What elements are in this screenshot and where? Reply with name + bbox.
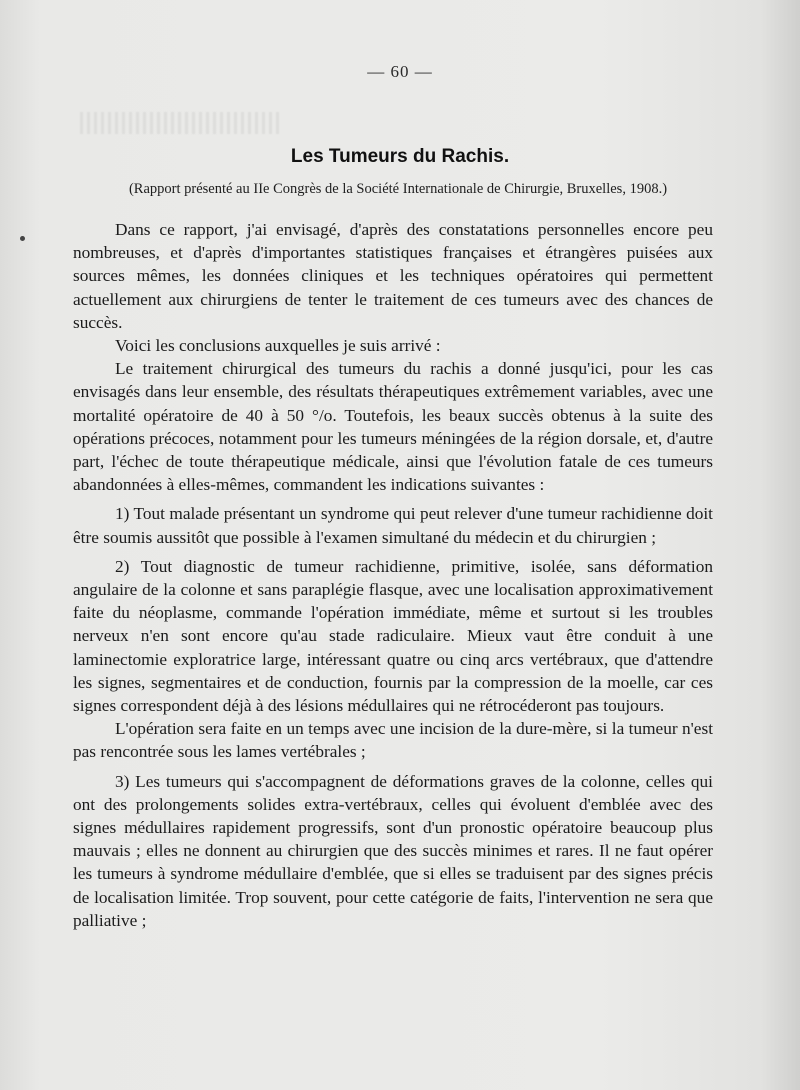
paragraph-point-2: 2) Tout diagnostic de tumeur rachidienne, primitive, isolée, sans déformation angulaire de la colonne et sans paraplégie flasque, avec une localisation approximativement faite du néoplasme, commande l'opération immédiate, même et surtout si les troubles nerveux n'en sont encore qu'au stade radiculaire. Mieux vaut être conduit à une laminectomie exploratrice large, intéressant quatre ou cinq arcs vertébraux, que d'attendre les signes, segmentaires et de conduction, fournis par la compression de la moelle, car ces signes correspondent déjà à des lésions médullaires qui ne rétrocéderont pas toujours. <box>73 556 713 716</box>
body-text <box>73 218 713 932</box>
print-smudge <box>80 112 280 134</box>
margin-mark <box>20 236 25 241</box>
paragraph-intro: Dans ce rapport, j'ai envisagé, d'après des constatations personnelles encore peu nombreuses, et d'après d'importantes statistiques françaises et étrangères puisées aux sources mêmes, les données cliniques et les techniques opératoires qui permettent actuellement aux chirurgiens de tenter le traitement de ces tumeurs avec des chances de succès. <box>73 220 713 332</box>
document-subtitle: (Rapport présenté au IIe Congrès de la Société Internationale de Chirurgie, Bruxelles, 1908.) <box>128 181 668 197</box>
document-title: Les Tumeurs du Rachis. <box>290 146 510 167</box>
paragraph-point-1: 1) Tout malade présentant un syndrome qui peut relever d'une tumeur rachidienne doit être soumis aussitôt que possible à l'examen simultané du médecin et du chirurgien ; <box>73 504 713 547</box>
paragraph-operation: L'opération sera faite en un temps avec une incision de la dure-mère, si la tumeur n'est pas rencontrée sous les lames vertébrales ; <box>73 719 713 762</box>
page-number: — 60 — <box>367 62 433 81</box>
paragraph-treatment: Le traitement chirurgical des tumeurs du rachis a donné jusqu'ici, pour les cas envisagés dans leur ensemble, des résultats thérapeutiques extrêmement variables, avec une mortalité opératoire de 40 à 50 °/o. Toutefois, les beaux succès obtenus à la suite des opérations précoces, notamment pour les tumeurs méningées de la région dorsale, et, d'autre part, l'échec de toute thérapeutique médicale, ainsi que l'évolution fatale de ces tumeurs abandonnées à elles-mêmes, commandent les indications suivantes : <box>73 359 713 495</box>
paragraph-conclusions-lead: Voici les conclusions auxquelles je suis arrivé : <box>115 336 441 356</box>
paragraph-point-3: 3) Les tumeurs qui s'accompagnent de déformations graves de la colonne, celles qui ont des prolongements solides extra-vertébraux, celles qui évoluent d'emblée avec des signes médullaires rapidement progressifs, sont d'un pronostic opératoire beaucoup plus mauvais ; elles ne donnent au chirurgien que des succès minimes et rares. Il ne faut opérer les tumeurs à syndrome médullaire d'emblée, que si elles se traduisent par des signes précis de localisation limitée. Trop souvent, pour cette catégorie de faits, l'intervention ne sera que palliative ; <box>73 771 713 930</box>
